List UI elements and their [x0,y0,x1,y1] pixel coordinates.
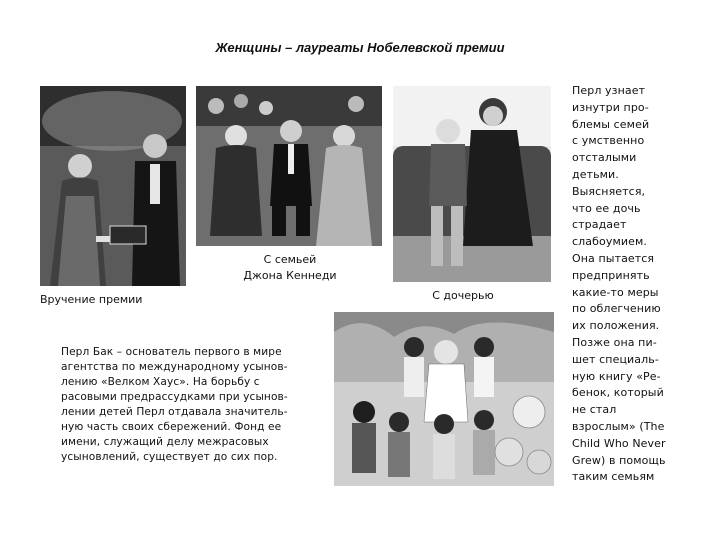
body-text-line: имени, служащий делу межрасовых [61,436,269,448]
side-text-line: Перл узнает [572,84,646,97]
children-group-photo [334,312,554,486]
award-ceremony-photo [40,86,186,286]
side-text-line: отсталыми [572,151,637,165]
side-text-line: изнутри про- [572,100,649,114]
side-text-line: Выясняется, [572,184,646,198]
side-text-line: взрослым» (The [572,419,665,433]
side-text-line: Она пытается [572,251,655,265]
side-text-line: ную книгу «Ре- [572,369,661,383]
side-text-line: таким семьям [572,470,655,484]
side-text-line: слабоумием. [572,235,647,249]
body-text-line: лении детей Перл отдавала значитель- [61,406,288,418]
body-text-line: усыновлений, существует до сих пор. [61,451,278,463]
side-text-line: бенок, который [572,386,664,400]
side-text-line: страдает [572,218,627,232]
kennedy-caption-line-2: Джона Кеннеди [243,269,337,282]
body-text-line: агентства по международному усынов- [61,361,288,373]
side-text-line: их положения. [572,319,660,333]
page-title: Женщины – лауреаты Нобелевской премии [215,40,505,55]
side-text-line: детьми. [572,167,619,181]
kennedy-family-photo [196,86,382,246]
daughter-caption: С дочерью [432,289,494,302]
side-text [572,83,702,486]
side-text-line: не стал [572,403,617,417]
daughter-photo [393,86,551,282]
side-text-line: по облегчению [572,302,661,316]
body-text [61,345,321,465]
award-caption: Вручение премии [40,293,143,306]
kennedy-caption-line-1: С семьей [263,253,317,266]
body-text-line: расовыми предрассудками при усынов- [61,391,288,403]
side-text-line: блемы семей [572,117,650,131]
side-text-line: с умственно [572,134,645,148]
side-text-line: что ее дочь [572,201,641,215]
side-text-line: Grew) в помощь [572,453,666,467]
side-text-line: какие-то меры [572,285,659,299]
body-text-line: ную часть своих сбережений. Фонд ее [61,421,282,433]
side-text-line: Позже она пи- [572,335,657,349]
body-text-line: Перл Бак – основатель первого в мире [61,346,282,358]
side-text-line: Child Who Never [572,436,666,450]
kennedy-caption [200,252,380,284]
side-text-line: предпринять [572,268,650,282]
side-text-line: шет специаль- [572,352,659,366]
body-text-line: лению «Велком Хаус». На борьбу с [61,376,260,388]
